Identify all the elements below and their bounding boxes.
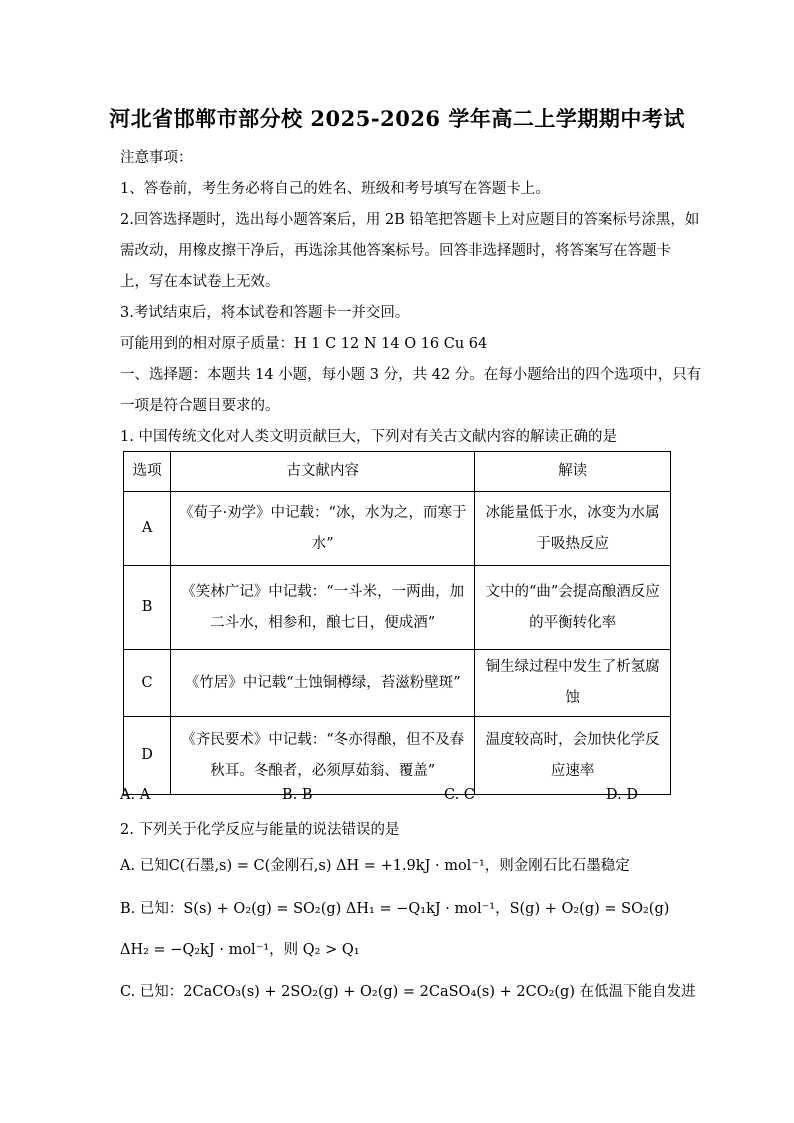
row-text: 《齐民要术》中记载：“冬亦得酿，但不及春秋耳。冬酿者，必须厚茹翁、覆盖” (171, 717, 475, 795)
header-text: 古文献内容 (171, 452, 475, 492)
answer-option-c: C. C (444, 787, 475, 803)
question-2-option-a: A. 已知C(石墨,s) = C(金刚石,s) ΔH = +1.9kJ · mol⁻¹，则金刚石比石墨稳定 (120, 858, 630, 874)
table-header-row (124, 452, 671, 492)
question-1-table (123, 451, 671, 795)
header-interpretation: 解读 (475, 452, 671, 492)
question-2-option-b-line-1: B. 已知：S(s) + O₂(g) = SO₂(g) ΔH₁ = −Q₁kJ · mol⁻¹，S(g) + O₂(g) = SO₂(g) (120, 901, 670, 917)
row-text: 《竹居》中记载“土蚀铜樽绿，苔滋粉壁斑” (171, 650, 475, 717)
table-row (124, 566, 671, 650)
row-interpretation: 冰能量低于水，冰变为水属于吸热反应 (475, 492, 671, 566)
question-2-option-c: C. 已知：2CaCO₃(s) + 2SO₂(g) + O₂(g) = 2CaSO₄(s) + 2CO₂(g) 在低温下能自发进 (120, 984, 696, 1000)
header-option: 选项 (124, 452, 171, 492)
table-row (124, 492, 671, 566)
question-2-stem: 2. 下列关于化学反应与能量的说法错误的是 (120, 822, 400, 838)
row-interpretation: 文中的“曲”会提高酿酒反应的平衡转化率 (475, 566, 671, 650)
section-1-line-2: 一项是符合题目要求的。 (120, 398, 280, 414)
row-interpretation: 温度较高时，会加快化学反应速率 (475, 717, 671, 795)
notice-item-2a: 2.回答选择题时，选出每小题答案后，用 2B 铅笔把答题卡上对应题目的答案标号涂黑，如 (120, 212, 700, 228)
question-1-stem: 1. 中国传统文化对人类文明贡献巨大，下列对有关古文献内容的解读正确的是 (120, 429, 617, 445)
answer-option-b: B. B (282, 787, 313, 803)
notice-item-2c: 上，写在本试卷上无效。 (120, 274, 280, 290)
notice-item-3: 3.考试结束后，将本试卷和答题卡一并交回。 (120, 305, 410, 321)
row-text: 《荀子·劝学》中记载：“冰，水为之，而寒于水” (171, 492, 475, 566)
row-option: C (124, 650, 171, 717)
section-1-line-1: 一、选择题：本题共 14 小题，每小题 3 分，共 42 分。在每小题给出的四个选项中，只有 (120, 367, 702, 383)
notice-item-1: 1、答卷前，考生务必将自己的姓名、班级和考号填写在答题卡上。 (120, 181, 550, 197)
row-option: B (124, 566, 171, 650)
atomic-mass-line: 可能用到的相对原子质量：H 1 C 12 N 14 O 16 Cu 64 (120, 336, 488, 352)
question-2-option-b-line-2: ΔH₂ = −Q₂kJ · mol⁻¹，则 Q₂ > Q₁ (120, 942, 360, 958)
row-text: 《笑林广记》中记载：“一斗米，一两曲，加二斗水，相参和，酿七日，便成酒” (171, 566, 475, 650)
answer-option-d: D. D (606, 787, 638, 803)
notice-heading: 注意事项： (120, 150, 193, 166)
exam-title: 河北省邯郸市部分校 2025-2026 学年高二上学期期中考试 (109, 106, 685, 131)
row-interpretation: 铜生绿过程中发生了析氢腐蚀 (475, 650, 671, 717)
table-row (124, 650, 671, 717)
answer-option-a: A. A (120, 787, 151, 803)
table-row (124, 717, 671, 795)
row-option: A (124, 492, 171, 566)
row-option: D (124, 717, 171, 795)
notice-item-2b: 需改动，用橡皮擦干净后，再选涂其他答案标号。回答非选择题时，将答案写在答题卡 (120, 243, 671, 259)
